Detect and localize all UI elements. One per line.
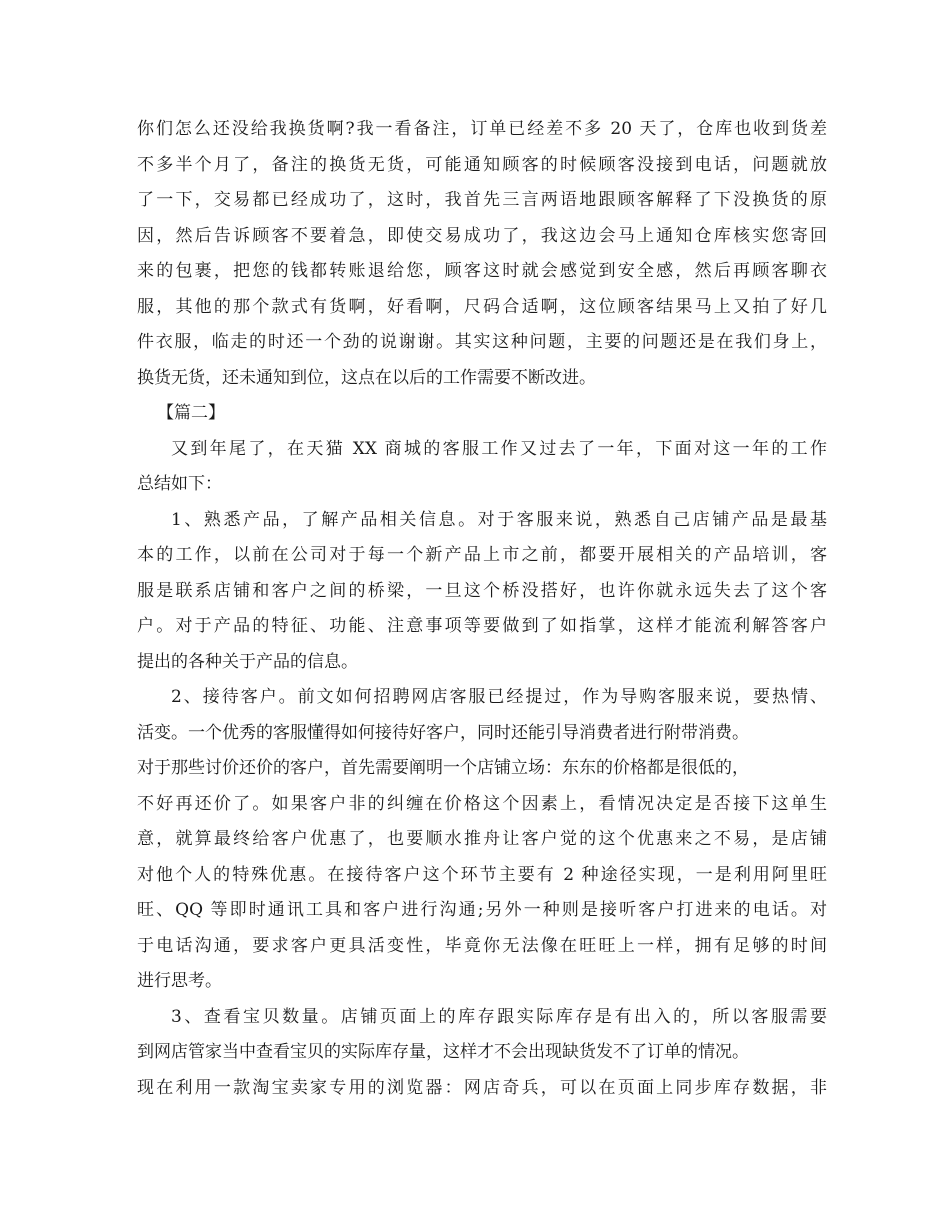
text-line: 来的包裹，把您的钱都转账退给您，顾客这时就会感觉到安全感，然后再顾客聊衣 xyxy=(137,261,827,281)
text-line: 3、查看宝贝数量。店铺页面上的库存跟实际库存是有出入的，所以客服需要 xyxy=(171,1006,827,1027)
text-line: 现在利用一款淘宝卖家专用的浏览器：网店奇兵，可以在页面上同步库存数据，非 xyxy=(137,1077,827,1098)
text-line: 意，就算最终给客户优惠了，也要顺水推舟让客户觉的这个优惠来之不易，是店铺 xyxy=(137,829,827,849)
text-line: 了一下，交易都已经成功了，这时，我首先三言两语地跟顾客解释了下没换货的原 xyxy=(137,190,827,210)
text-line: 本的工作，以前在公司对于每一个新产品上市之前，都要开展相关的产品培训，客 xyxy=(137,545,827,565)
text-line: 对于那些讨价还价的客户，首先需要阐明一个店铺立场：东东的价格都是很低的， xyxy=(137,758,749,778)
text-line: 2、接待客户。前文如何招聘网店客服已经提过，作为导购客服来说，要热情、 xyxy=(171,687,827,707)
text-line: 户。对于产品的特征、功能、注意事项等要做到了如指掌，这样才能流利解答客户 xyxy=(137,616,827,636)
text-line: 又到年尾了，在天猫 XX 商城的客服工作又过去了一年，下面对这一年的工作 xyxy=(171,438,827,459)
text-line: 进行思考。 xyxy=(137,971,222,991)
text-line: 总结如下： xyxy=(137,474,222,494)
text-line: 1、熟悉产品，了解产品相关信息。对于客服来说，熟悉自己店铺产品是最基 xyxy=(171,509,827,530)
text-line: 不好再还价了。如果客户非的纠缠在价格这个因素上，看情况决定是否接下这单生 xyxy=(137,793,827,814)
text-line: 服是联系店铺和客户之间的桥梁，一旦这个桥没搭好，也许你就永远失去了这个客 xyxy=(137,580,827,601)
text-line: 旺、QQ 等即时通讯工具和客户进行沟通;另外一种则是接听客户打进来的电话。对 xyxy=(137,900,827,920)
text-line: 到网店管家当中查看宝贝的实际库存量，这样才不会出现缺货发不了订单的情况。 xyxy=(137,1042,749,1062)
text-line: 件衣服，临走的时还一个劲的说谢谢。其实这种问题，主要的问题还是在我们身上， xyxy=(137,332,827,352)
text-line: 因，然后告诉顾客不要着急，即使交易成功了，我这边会马上通知仓库核实您寄回 xyxy=(137,225,827,246)
section-heading: 【篇二】 xyxy=(157,403,225,423)
document-body xyxy=(137,112,827,1106)
text-line: 提出的各种关于产品的信息。 xyxy=(137,651,358,672)
text-line: 换货无货，还未通知到位，这点在以后的工作需要不断改进。 xyxy=(137,367,596,388)
text-line: 不多半个月了，备注的换货无货，可能通知顾客的时候顾客没接到电话，问题就放 xyxy=(137,154,827,175)
text-line: 服，其他的那个款式有货啊，好看啊，尺码合适啊，这位顾客结果马上又拍了好几 xyxy=(137,296,827,317)
text-line: 于电话沟通，要求客户更具活变性，毕竟你无法像在旺旺上一样，拥有足够的时间 xyxy=(137,935,827,956)
text-line: 你们怎么还没给我换货啊?我一看备注，订单已经差不多 20 天了，仓库也收到货差 xyxy=(137,119,827,139)
text-line: 对他个人的特殊优惠。在接待客户这个环节主要有 2 种途径实现，一是利用阿里旺 xyxy=(137,864,827,885)
text-line: 活变。一个优秀的客服懂得如何接待好客户，同时还能引导消费者进行附带消费。 xyxy=(137,722,749,743)
